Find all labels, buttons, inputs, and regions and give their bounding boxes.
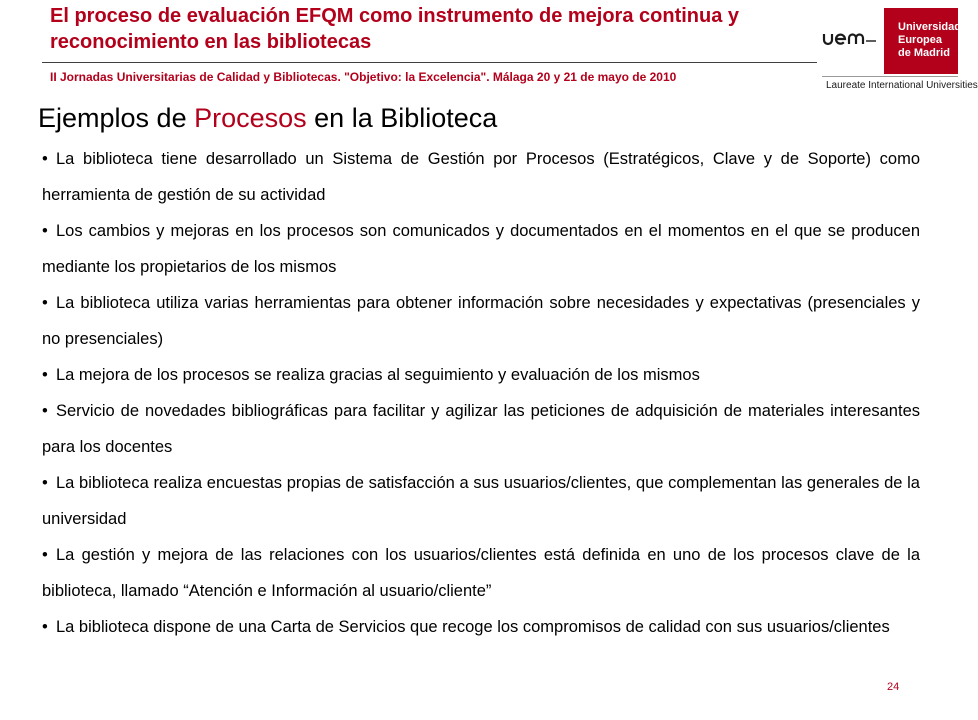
bullet-dot-icon: • bbox=[42, 546, 48, 564]
bullet-item bbox=[42, 393, 920, 465]
bullet-item bbox=[42, 609, 920, 645]
bullet-dot-icon: • bbox=[42, 150, 48, 168]
logo-divider bbox=[822, 76, 958, 77]
university-logo bbox=[822, 8, 978, 94]
logo-line-3: de Madrid bbox=[898, 47, 950, 59]
bullet-item bbox=[42, 537, 920, 609]
bullet-text: Los cambios y mejoras en los procesos son comunicados y documentados en el momentos en el que se producen mediante los propietarios de los mismos bbox=[42, 222, 920, 276]
slide-title-accent: Procesos bbox=[194, 103, 307, 133]
bullet-dot-icon: • bbox=[42, 366, 48, 384]
logo-tagline: Laureate International Universities bbox=[826, 80, 978, 91]
bullet-text: La biblioteca dispone de una Carta de Servicios que recoge los compromisos de calidad con sus usuarios/clientes bbox=[56, 618, 890, 636]
bullet-text: La gestión y mejora de las relaciones con los usuarios/clientes está definida en uno de los procesos clave de la biblioteca, llamado “Atención e Información al usuario/cliente” bbox=[42, 546, 920, 600]
bullet-item bbox=[42, 141, 920, 213]
logo-wordmark-box bbox=[884, 8, 961, 74]
logo-line-2: Europea bbox=[898, 34, 943, 46]
bullet-item bbox=[42, 213, 920, 285]
bullet-text: La mejora de los procesos se realiza gracias al seguimiento y evaluación de los mismos bbox=[56, 366, 700, 384]
conference-subtitle: II Jornadas Universitarias de Calidad y Bibliotecas. "Objetivo: la Excelencia". Málaga 20 y 21 de mayo de 2010 bbox=[50, 70, 677, 84]
bullet-item bbox=[42, 357, 920, 393]
logo-line-1: Universidad bbox=[898, 21, 961, 33]
slide-title bbox=[38, 101, 497, 135]
bullet-text: Servicio de novedades bibliográficas para facilitar y agilizar las peticiones de adquisición de materiales interesantes para los docentes bbox=[42, 402, 920, 456]
bullet-dot-icon: • bbox=[42, 294, 48, 312]
slide-title-suffix: en la Biblioteca bbox=[306, 103, 498, 133]
bullet-list bbox=[42, 141, 920, 645]
presentation-title: El proceso de evaluación EFQM como instrumento de mejora continua y reconocimiento en las bibliotecas bbox=[50, 5, 740, 53]
bullet-item bbox=[42, 285, 920, 357]
page-number: 24 bbox=[887, 681, 900, 693]
bullet-item bbox=[42, 465, 920, 537]
bullet-text: La biblioteca utiliza varias herramientas para obtener información sobre necesidades y expectativas (presenciales y no presenciales) bbox=[42, 294, 920, 348]
slide-title-prefix: Ejemplos de bbox=[38, 103, 195, 133]
bullet-text: La biblioteca tiene desarrollado un Sistema de Gestión por Procesos (Estratégicos, Clave y de Soporte) como herramienta de gestión de su actividad bbox=[42, 150, 920, 204]
bullet-text: La biblioteca realiza encuestas propias de satisfacción a sus usuarios/clientes, que complementan las generales de la universidad bbox=[42, 474, 920, 528]
bullet-dot-icon: • bbox=[42, 474, 48, 492]
uem-monogram-icon bbox=[822, 30, 878, 48]
bullet-dot-icon: • bbox=[42, 618, 48, 636]
bullet-dot-icon: • bbox=[42, 222, 48, 240]
bullet-dot-icon: • bbox=[42, 402, 48, 420]
header-divider bbox=[42, 62, 817, 63]
